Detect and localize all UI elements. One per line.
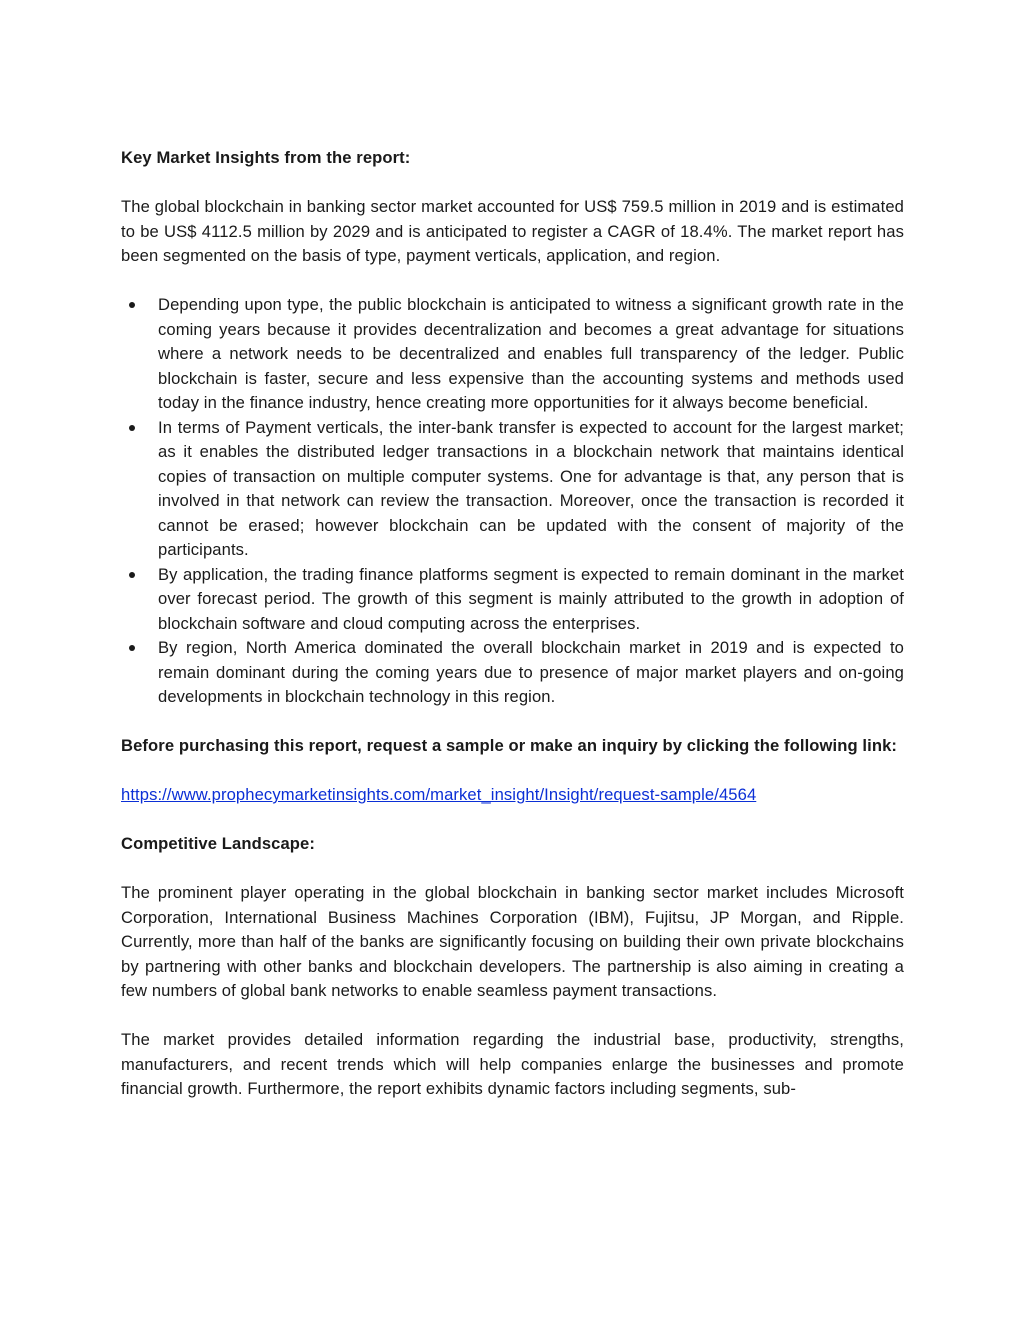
key-insights-heading: Key Market Insights from the report: — [121, 148, 411, 167]
bullet-text: By region, North America dominated the overall blockchain market in 2019 and is expected to remain dominant during the coming years due to presence of major market players and on-going developments in blockchain technology in this region. — [158, 638, 904, 706]
bullet-dot-icon — [129, 572, 135, 578]
request-sample-link[interactable]: https://www.prophecymarketinsights.com/market_insight/Insight/request-sample/4564 — [121, 785, 757, 804]
bullet-text: By application, the trading finance platforms segment is expected to remain dominant in the market over forecast period. The growth of this segment is mainly attributed to the growth in adoption of blockchain software and cloud computing across the enterprises. — [158, 564, 904, 633]
competitive-landscape-heading: Competitive Landscape: — [121, 834, 315, 853]
bullet-item-payment-verticals — [121, 416, 904, 563]
sample-request-heading: Before purchasing this report, request a sample or make an inquiry by clicking the following link: — [121, 736, 898, 755]
bullet-item-region — [121, 636, 904, 710]
bullet-item-type — [121, 293, 904, 416]
closing-paragraph: The market provides detailed information regarding the industrial base, productivity, strengths, manufacturers, and recent trends which will help companies enlarge the businesses and promote financial growth. Furthermore, the report exhibits dynamic factors including segments, sub- — [121, 1030, 904, 1098]
document-page — [121, 146, 904, 1126]
sample-link-line — [121, 783, 904, 808]
bullet-dot-icon — [129, 645, 135, 651]
bullet-text: Depending upon type, the public blockchain is anticipated to witness a significant growth rate in the coming years because it provides decentralization and becomes a great advantage for situations where a network needs to be decentralized and enables full transparency of the ledger. Public blockchain is faster, secure and less expensive than the accounting systems and methods used today in the finance industry, hence creating more opportunities for it always become beneficial. — [158, 295, 904, 412]
bullet-dot-icon — [129, 302, 135, 308]
intro-paragraph: The global blockchain in banking sector market accounted for US$ 759.5 million in 2019 and is estimated to be US$ 4112.5 million by 2029 and is anticipated to register a CAGR of 18.4%. The market report has been segmented on the basis of type, payment verticals, application, and region. — [121, 197, 904, 265]
bullet-item-application — [121, 563, 904, 637]
bullet-text: In terms of Payment verticals, the inter-bank transfer is expected to account for the largest market; as it enables the distributed ledger transactions in a blockchain network that maintains identical copies of transaction on multiple computer systems. One for advantage is that, any person that is involved in that network can review the transaction. Moreover, once the transaction is recorded it cannot be erased; however blockchain can be updated with the consent of majority of the participants. — [158, 417, 904, 559]
competitive-paragraph: The prominent player operating in the global blockchain in banking sector market includes Microsoft Corporation, International Business Machines Corporation (IBM), Fujitsu, JP Morgan, and Ripple. Currently, more than half of the banks are significantly focusing on building their own private blockchains by partnering with other banks and blockchain developers. The partnership is also aiming in creating a few numbers of global bank networks to enable seamless payment transactions. — [121, 883, 904, 1000]
insights-bullet-list — [121, 293, 904, 710]
bullet-dot-icon — [129, 425, 135, 431]
